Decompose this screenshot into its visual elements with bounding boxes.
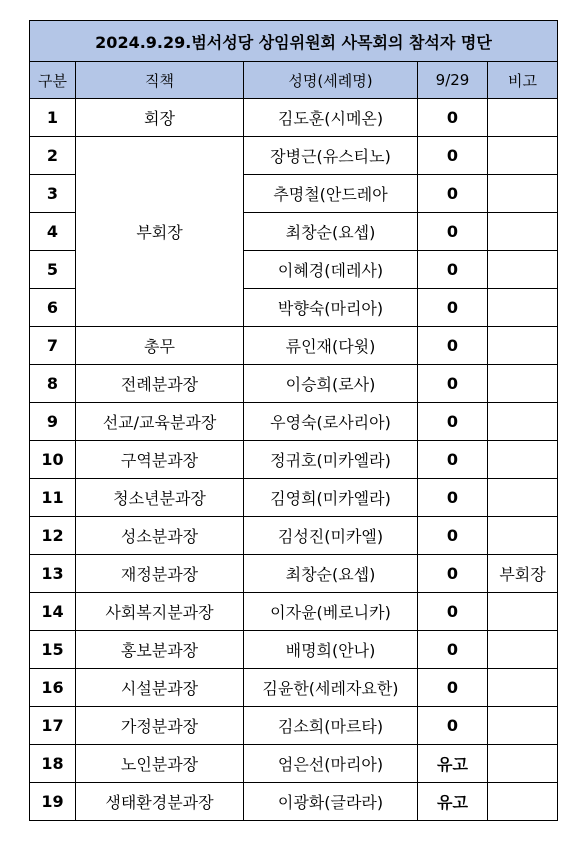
row-note bbox=[488, 669, 558, 707]
row-role: 생태환경분과장 bbox=[76, 783, 244, 821]
row-note bbox=[488, 441, 558, 479]
table-row bbox=[30, 403, 558, 441]
row-name: 이승희(로사) bbox=[244, 365, 418, 403]
table-row bbox=[30, 365, 558, 403]
row-role: 사회복지분과장 bbox=[76, 593, 244, 631]
row-note bbox=[488, 365, 558, 403]
row-role: 성소분과장 bbox=[76, 517, 244, 555]
row-note bbox=[488, 631, 558, 669]
row-attendance: 0 bbox=[418, 99, 488, 137]
row-name: 추명철(안드레아 bbox=[244, 175, 418, 213]
row-attendance: 0 bbox=[418, 669, 488, 707]
table-row bbox=[30, 669, 558, 707]
row-role: 노인분과장 bbox=[76, 745, 244, 783]
row-name: 엄은선(마리아) bbox=[244, 745, 418, 783]
row-name: 이혜경(데레사) bbox=[244, 251, 418, 289]
row-attendance: 0 bbox=[418, 593, 488, 631]
header-attendance: 9/29 bbox=[418, 62, 488, 99]
header-row bbox=[30, 62, 558, 99]
row-name: 이광화(글라라) bbox=[244, 783, 418, 821]
row-no: 1 bbox=[30, 99, 76, 137]
row-note bbox=[488, 403, 558, 441]
row-no: 18 bbox=[30, 745, 76, 783]
row-attendance: 0 bbox=[418, 137, 488, 175]
row-attendance: 0 bbox=[418, 289, 488, 327]
row-note bbox=[488, 783, 558, 821]
row-no: 15 bbox=[30, 631, 76, 669]
row-name: 박향숙(마리아) bbox=[244, 289, 418, 327]
row-attendance: 0 bbox=[418, 403, 488, 441]
row-attendance: 0 bbox=[418, 251, 488, 289]
table-row bbox=[30, 327, 558, 365]
row-attendance: 0 bbox=[418, 213, 488, 251]
row-no: 10 bbox=[30, 441, 76, 479]
row-no: 3 bbox=[30, 175, 76, 213]
row-attendance: 0 bbox=[418, 479, 488, 517]
row-attendance: 유고 bbox=[418, 745, 488, 783]
header-name: 성명(세례명) bbox=[244, 62, 418, 99]
table-row bbox=[30, 745, 558, 783]
header-no: 구분 bbox=[30, 62, 76, 99]
row-note bbox=[488, 479, 558, 517]
row-no: 2 bbox=[30, 137, 76, 175]
row-note bbox=[488, 99, 558, 137]
row-note bbox=[488, 251, 558, 289]
row-note bbox=[488, 327, 558, 365]
row-attendance: 유고 bbox=[418, 783, 488, 821]
row-note bbox=[488, 745, 558, 783]
row-attendance: 0 bbox=[418, 441, 488, 479]
table-body bbox=[30, 99, 558, 821]
row-role: 구역분과장 bbox=[76, 441, 244, 479]
header-role: 직책 bbox=[76, 62, 244, 99]
row-name: 김영희(미카엘라) bbox=[244, 479, 418, 517]
row-note bbox=[488, 707, 558, 745]
row-attendance: 0 bbox=[418, 631, 488, 669]
row-name: 류인재(다윗) bbox=[244, 327, 418, 365]
table-row bbox=[30, 707, 558, 745]
row-no: 9 bbox=[30, 403, 76, 441]
title-row bbox=[30, 21, 558, 62]
table-row bbox=[30, 555, 558, 593]
row-role: 회장 bbox=[76, 99, 244, 137]
row-role: 가정분과장 bbox=[76, 707, 244, 745]
row-role: 홍보분과장 bbox=[76, 631, 244, 669]
table-row bbox=[30, 783, 558, 821]
row-role: 전례분과장 bbox=[76, 365, 244, 403]
attendance-table bbox=[29, 20, 558, 821]
row-attendance: 0 bbox=[418, 365, 488, 403]
row-no: 5 bbox=[30, 251, 76, 289]
table-row bbox=[30, 441, 558, 479]
row-name: 우영숙(로사리아) bbox=[244, 403, 418, 441]
row-note: 부회장 bbox=[488, 555, 558, 593]
row-note bbox=[488, 175, 558, 213]
row-role: 청소년분과장 bbox=[76, 479, 244, 517]
table-row bbox=[30, 517, 558, 555]
table-row bbox=[30, 479, 558, 517]
row-name: 장병근(유스티노) bbox=[244, 137, 418, 175]
row-no: 7 bbox=[30, 327, 76, 365]
row-note bbox=[488, 137, 558, 175]
row-note bbox=[488, 517, 558, 555]
table-row bbox=[30, 593, 558, 631]
row-attendance: 0 bbox=[418, 517, 488, 555]
row-no: 4 bbox=[30, 213, 76, 251]
row-note bbox=[488, 213, 558, 251]
row-no: 12 bbox=[30, 517, 76, 555]
row-attendance: 0 bbox=[418, 555, 488, 593]
row-role: 총무 bbox=[76, 327, 244, 365]
table-row bbox=[30, 631, 558, 669]
row-name: 김소희(마르타) bbox=[244, 707, 418, 745]
table-row bbox=[30, 137, 558, 175]
row-name: 이자윤(베로니카) bbox=[244, 593, 418, 631]
row-name: 배명희(안나) bbox=[244, 631, 418, 669]
row-role: 재정분과장 bbox=[76, 555, 244, 593]
row-name: 김성진(미카엘) bbox=[244, 517, 418, 555]
row-name: 정귀호(미카엘라) bbox=[244, 441, 418, 479]
row-role-merged: 부회장 bbox=[76, 137, 244, 327]
row-no: 17 bbox=[30, 707, 76, 745]
table-row bbox=[30, 99, 558, 137]
row-no: 19 bbox=[30, 783, 76, 821]
row-name: 최창순(요셉) bbox=[244, 555, 418, 593]
header-note: 비고 bbox=[488, 62, 558, 99]
row-attendance: 0 bbox=[418, 327, 488, 365]
row-no: 13 bbox=[30, 555, 76, 593]
row-name: 최창순(요셉) bbox=[244, 213, 418, 251]
row-role: 선교/교육분과장 bbox=[76, 403, 244, 441]
row-note bbox=[488, 593, 558, 631]
row-no: 14 bbox=[30, 593, 76, 631]
table-title: 2024.9.29.범서성당 상임위원회 사목회의 참석자 명단 bbox=[30, 21, 558, 62]
row-name: 김윤한(세레자요한) bbox=[244, 669, 418, 707]
row-attendance: 0 bbox=[418, 707, 488, 745]
row-attendance: 0 bbox=[418, 175, 488, 213]
row-no: 11 bbox=[30, 479, 76, 517]
row-no: 8 bbox=[30, 365, 76, 403]
row-no: 16 bbox=[30, 669, 76, 707]
row-role: 시설분과장 bbox=[76, 669, 244, 707]
row-note bbox=[488, 289, 558, 327]
row-name: 김도훈(시메온) bbox=[244, 99, 418, 137]
row-no: 6 bbox=[30, 289, 76, 327]
